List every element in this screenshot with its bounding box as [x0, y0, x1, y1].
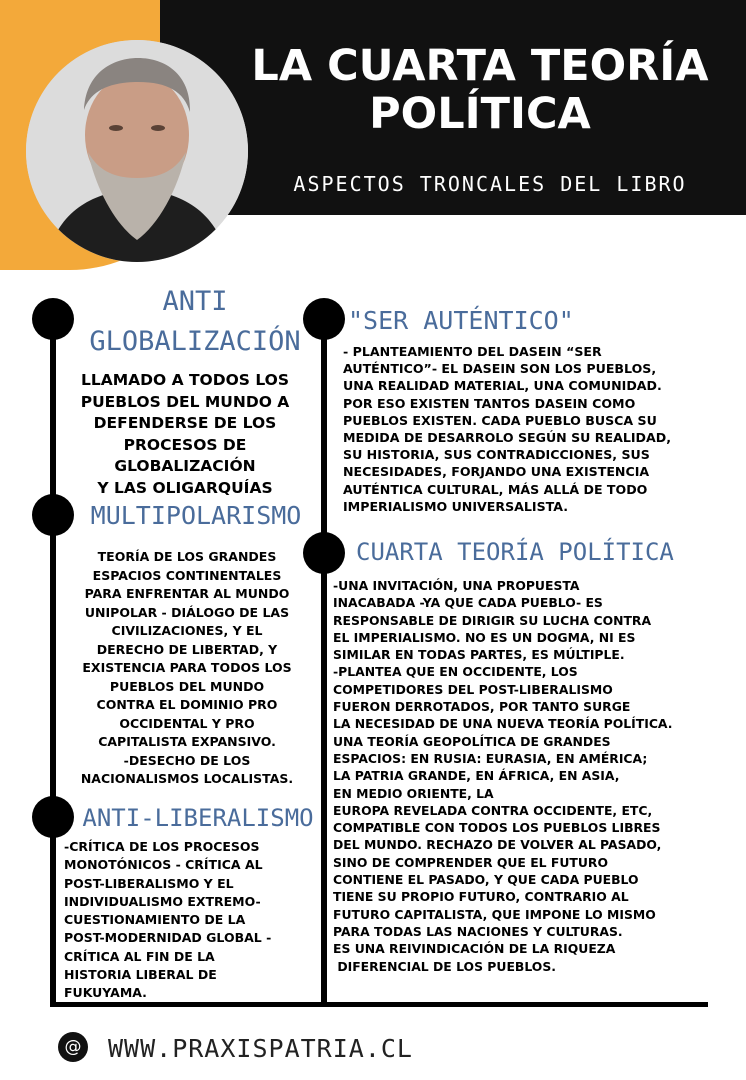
text-line: INACABADA -YA QUE CADA PUEBLO- ES — [333, 595, 603, 611]
timeline-dot-anti-liberalismo — [32, 796, 74, 838]
text-line: ES UNA REIVINDICACIÓN DE LA RIQUEZA — [333, 941, 616, 957]
heading-ser-autentico: "SER AUTÉNTICO" — [348, 306, 574, 335]
text-line: DEL MUNDO. RECHAZO DE VOLVER AL PASADO, — [333, 837, 662, 853]
text-line: EXISTENCIA PARA TODOS LOS — [82, 660, 292, 675]
text-line: CAPITALISTA EXPANSIVO. — [98, 734, 276, 749]
text-line: -DESECHO DE LOS — [123, 752, 251, 768]
text-line: CONTIENE EL PASADO, Y QUE CADA PUEBLO — [333, 872, 639, 888]
text-line: FUTURO CAPITALISTA, QUE IMPONE LO MISMO — [333, 906, 656, 922]
text-line: Y LAS OLIGARQUÍAS — [97, 478, 273, 497]
text-line: CIVILIZACIONES, Y EL — [111, 623, 263, 638]
text-line: PROCESOS DE — [123, 435, 247, 454]
text-line: ESPACIOS CONTINENTALES — [92, 567, 282, 583]
text-line: MEDIDA DE DESARROLO SEGÚN SU REALIDAD, — [343, 430, 671, 446]
portrait-illustration — [26, 40, 248, 262]
text-line: PARA TODAS LAS NACIONES Y CULTURAS. — [333, 923, 623, 939]
cuarta-teoria-body — [333, 577, 743, 975]
text-line: FUKUYAMA. — [64, 985, 147, 1001]
text-line: -PLANTEA QUE EN OCCIDENTE, LOS — [333, 664, 578, 680]
text-line: POST-LIBERALISMO Y EL — [64, 875, 234, 891]
multipolarismo-body — [56, 548, 318, 789]
ser-autentico-body — [343, 343, 741, 515]
text-line: - PLANTEAMIENTO DEL DASEIN “SER — [343, 344, 602, 359]
subtitle: ASPECTOS TRONCALES DEL LIBRO — [293, 172, 687, 196]
website-url[interactable]: WWW.PRAXISPATRIA.CL — [108, 1034, 413, 1063]
text-line: DEFENDERSE DE LOS — [93, 414, 277, 432]
text-line: EUROPA REVELADA CONTRA OCCIDENTE, ETC, — [333, 802, 653, 818]
text-line: FUERON DERROTADOS, POR TANTO SURGE — [333, 699, 631, 715]
heading-anti-globalizacion-line-2: GLOBALIZACIÓN — [89, 326, 301, 357]
text-line: INDIVIDUALISMO EXTREMO- — [64, 893, 261, 909]
title-line-2: POLÍTICA — [369, 89, 591, 139]
text-line: -UNA INVITACIÓN, UNA PROPUESTA — [333, 578, 580, 593]
text-line: COMPATIBLE CON TODOS LOS PUEBLOS LIBRES — [333, 820, 661, 836]
text-line: GLOBALIZACIÓN — [114, 457, 256, 475]
text-line: LA NECESIDAD DE UNA NUEVA TEORÍA POLÍTICA. — [333, 716, 673, 732]
text-line: EL IMPERIALISMO. NO ES UN DOGMA, NI ES — [333, 629, 636, 645]
text-line: LLAMADO A TODOS LOS — [80, 371, 290, 389]
text-line: UNIPOLAR - DIÁLOGO DE LAS — [84, 604, 290, 620]
text-line: LA PATRIA GRANDE, EN ÁFRICA, EN ASIA, — [333, 768, 620, 784]
text-line: HISTORIA LIBERAL DE — [64, 967, 217, 983]
text-line: UNA TEORÍA GEOPOLÍTICA DE GRANDES — [333, 733, 611, 749]
text-line: ESPACIOS: EN RUSIA: EURASIA, EN AMÉRICA; — [333, 750, 648, 766]
heading-anti-liberalismo: ANTI-LIBERALISMO — [82, 804, 314, 832]
main-title — [230, 42, 730, 138]
text-line: SU HISTORIA, SUS CONTRADICCIONES, SUS — [343, 447, 650, 463]
text-line: DERECHO DE LIBERTAD, Y — [96, 641, 278, 657]
text-line: PUEBLOS DEL MUNDO A — [80, 392, 290, 411]
text-line: SIMILAR EN TODAS PARTES, ES MÚLTIPLE. — [333, 647, 625, 663]
at-sign-icon: @ — [58, 1032, 88, 1062]
text-line: -CRÍTICA DE LOS PROCESOS — [64, 839, 260, 854]
text-line: NACIONALISMOS LOCALISTAS. — [80, 771, 294, 786]
text-line: PARA ENFRENTAR AL MUNDO — [84, 586, 290, 601]
text-line: CONTRA EL DOMINIO PRO — [96, 697, 278, 712]
text-line: OCCIDENTAL Y PRO — [119, 715, 255, 731]
text-line: COMPETIDORES DEL POST-LIBERALISMO — [333, 681, 613, 697]
timeline-dot-anti-globalizacion — [32, 298, 74, 340]
text-line: TEORÍA DE LOS GRANDES — [97, 549, 277, 564]
text-line: CRÍTICA AL FIN DE LA — [64, 948, 215, 964]
text-line: SINO DE COMPRENDER QUE EL FUTURO — [333, 854, 608, 870]
text-line: POR ESO EXISTEN TANTOS DASEIN COMO — [343, 395, 636, 411]
bottom-rule — [50, 1002, 708, 1007]
text-line: NECESIDADES, FORJANDO UNA EXISTENCIA — [343, 464, 650, 480]
heading-multipolarismo: MULTIPOLARISMO — [90, 501, 302, 530]
text-line: UNA REALIDAD MATERIAL, UNA COMUNIDAD. — [343, 378, 662, 394]
text-line: IMPERIALISMO UNIVERSALISTA. — [343, 498, 569, 514]
anti-globalizacion-body — [56, 370, 314, 499]
heading-anti-globalizacion-line-1: ANTI — [162, 286, 228, 317]
text-line: TIENE SU PROPIO FUTURO, CONTRARIO AL — [333, 889, 629, 905]
right-timeline-line — [321, 318, 327, 1006]
title-line-1: LA CUARTA TEORÍA — [251, 41, 709, 91]
heading-anti-globalizacion — [80, 282, 310, 362]
text-line: CUESTIONAMIENTO DE LA — [64, 912, 246, 928]
text-line: AUTÉNTICO”- EL DASEIN SON LOS PUEBLOS, — [343, 361, 657, 377]
timeline-dot-multipolarismo — [32, 494, 74, 536]
author-portrait — [26, 40, 248, 262]
text-line: AUTÉNTICA CULTURAL, MÁS ALLÁ DE TODO — [343, 481, 648, 497]
heading-cuarta-teoria: CUARTA TEORÍA POLÍTICA — [356, 538, 674, 566]
text-line: EN MEDIO ORIENTE, LA — [333, 785, 494, 801]
text-line: RESPONSABLE DE DIRIGIR SU LUCHA CONTRA — [333, 612, 652, 628]
text-line: PUEBLOS DEL MUNDO — [109, 678, 265, 694]
anti-liberalismo-body — [64, 838, 318, 1003]
text-line: PUEBLOS EXISTEN. CADA PUEBLO BUSCA SU — [343, 412, 657, 428]
text-line: MONOTÓNICOS - CRÍTICA AL — [64, 857, 263, 873]
text-line: POST-MODERNIDAD GLOBAL - — [64, 930, 272, 946]
text-line: DIFERENCIAL DE LOS PUEBLOS. — [333, 958, 556, 974]
